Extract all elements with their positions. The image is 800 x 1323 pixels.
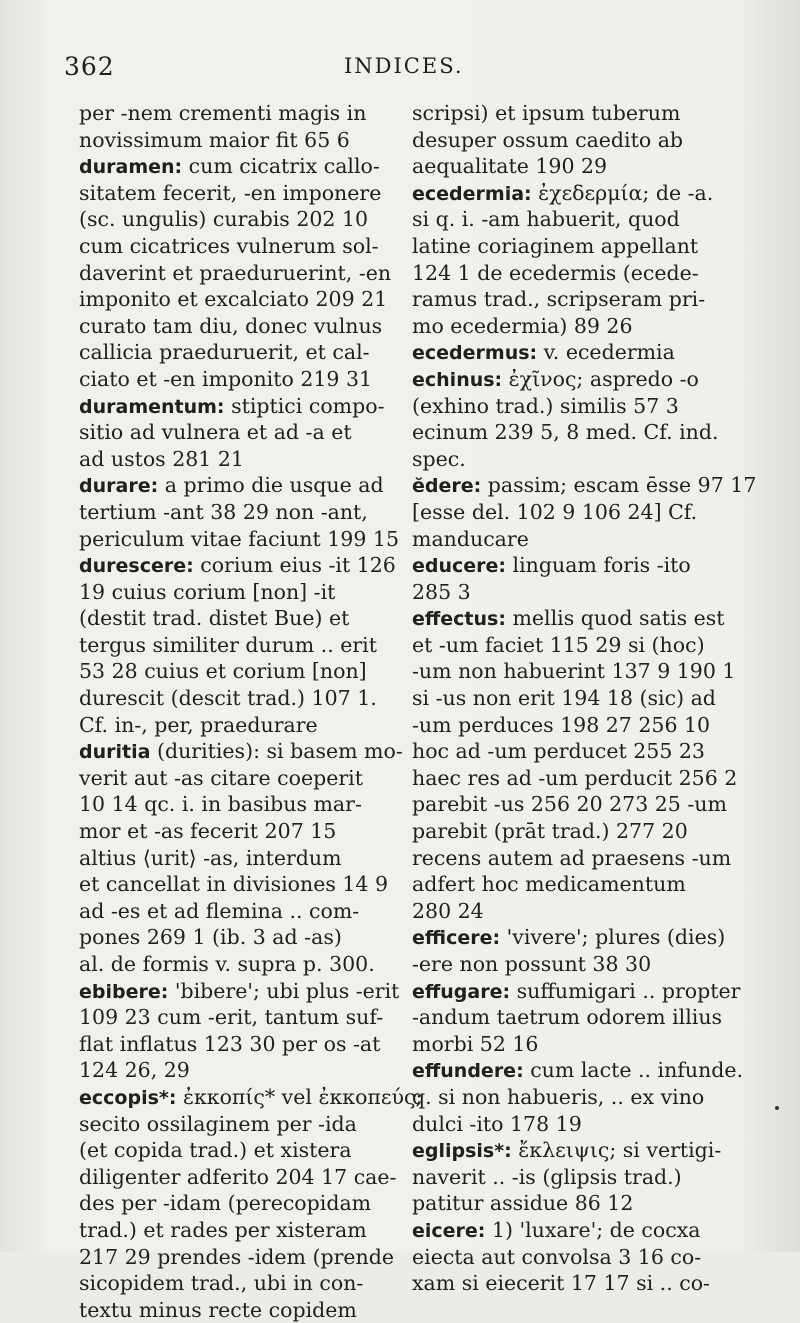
text-line: ad -es et ad flemina .. com-	[79, 898, 360, 923]
text-line: (destit trad. distet Bue) et	[79, 606, 350, 631]
text-line: [esse del. 102 9 106 24] Cf.	[412, 499, 698, 524]
text-line: 280 24	[412, 898, 484, 923]
headword: ĕdere:	[412, 475, 482, 498]
text-line: tergus similiter durum .. erit	[79, 632, 377, 657]
text-line: xam si eiecerit 17 17 si .. co-	[412, 1271, 710, 1296]
text-line: flat inflatus 123 30 per os -at	[79, 1031, 381, 1056]
text-line: ramus trad., scripseram pri-	[412, 287, 706, 312]
text-line: eicere: 1) 'luxare'; de cocxa	[412, 1217, 701, 1242]
text-line: Cf. in-, per, praedurare	[79, 712, 318, 737]
text-line: scripsi) et ipsum tuberum	[412, 101, 681, 125]
text-line: eccopis*: ἐκκοπίς* vel ἐκκοπεύς;	[79, 1084, 423, 1109]
headword: durescere:	[79, 555, 194, 578]
text-line: effectus: mellis quod satis est	[412, 606, 725, 631]
text-line: duramen: cum cicatrix callo-	[79, 154, 380, 179]
text-line: (et copida trad.) et xistera	[79, 1138, 352, 1163]
text-line: naverit .. -is (glipsis trad.)	[412, 1164, 682, 1189]
text-line: -ere non possunt 38 30	[412, 952, 652, 976]
text-line: 124 1 de ecedermis (ecede-	[412, 260, 699, 285]
headword: effundere:	[412, 1060, 524, 1083]
text-line: secito ossilaginem per -ida	[79, 1111, 357, 1136]
text-line: cum cicatrices vulnerum sol-	[79, 233, 379, 258]
text-line: parebit (prāt trad.) 277 20	[412, 819, 688, 844]
running-head: INDICES.	[344, 54, 464, 78]
text-line: (sc. ungulis) curabis 202 10	[79, 207, 369, 232]
headword: durare:	[79, 475, 159, 498]
text-line: spec.	[412, 446, 466, 471]
headword: effugare:	[412, 980, 511, 1003]
page-header	[64, 52, 728, 88]
text-line: et -um faciet 115 29 si (hoc)	[412, 632, 705, 657]
headword: echinus:	[412, 368, 503, 391]
text-line: sitatem fecerit, -en imponere	[79, 180, 382, 205]
text-line: ecedermus: v. ecedermia	[412, 340, 675, 365]
text-line: durare: a primo die usque ad	[79, 473, 384, 498]
text-line: callicia praeduruerit, et cal-	[79, 340, 370, 365]
margin-mark	[775, 1106, 779, 1110]
headword: duritia	[79, 741, 151, 764]
text-line: durescit (descit trad.) 107 1.	[79, 686, 377, 711]
text-line: 19 cuius corium [non] -it	[79, 579, 336, 604]
text-line: verit aut -as citare coeperit	[79, 765, 363, 790]
headword: educere:	[412, 555, 507, 578]
headword: eicere:	[412, 1219, 486, 1242]
text-line: diligenter adferito 204 17 cae-	[79, 1164, 397, 1189]
text-line: 217 29 prendes -idem (prende	[79, 1244, 394, 1269]
text-line: 285 3	[412, 579, 471, 604]
page-number: 362	[64, 52, 115, 81]
text-line: ecinum 239 5, 8 med. Cf. ind.	[412, 420, 719, 445]
text-line: haec res ad -um perducit 256 2	[412, 765, 738, 790]
text-line: mor et -as fecerit 207 15	[79, 819, 337, 844]
text-line: durescere: corium eius -it 126	[79, 553, 396, 578]
text-line: sitio ad vulnera et ad -a et	[79, 420, 352, 445]
headword: effectus:	[412, 608, 506, 631]
text-line: ecedermia: ἐχεδερμία; de -a.	[412, 180, 714, 205]
text-line: eiecta aut convolsa 3 16 co-	[412, 1244, 702, 1269]
text-line: tertium -ant 38 29 non -ant,	[79, 499, 368, 524]
text-line: ad ustos 281 21	[79, 446, 244, 471]
headword: duramentum:	[79, 395, 225, 418]
text-line: morbi 52 16	[412, 1031, 539, 1056]
text-line: adfert hoc medicamentum	[412, 872, 686, 897]
text-line: ebibere: 'bibere'; ubi plus -erit	[79, 978, 400, 1003]
text-line: 53 28 cuius et corium [non]	[79, 659, 367, 684]
text-line: manducare	[412, 526, 529, 551]
text-line: q. si non habueris, .. ex vino	[412, 1084, 705, 1109]
text-line: dulci -ito 178 19	[412, 1111, 582, 1136]
text-line: trad.) et rades per xisteram	[79, 1217, 367, 1242]
text-line: effundere: cum lacte .. infunde.	[412, 1058, 744, 1083]
headword: ebibere:	[79, 980, 169, 1003]
text-line: (exhino trad.) similis 57 3	[412, 393, 679, 418]
text-line: altius ⟨urit⟩ -as, interdum	[79, 845, 342, 870]
headword: ecedermia:	[412, 182, 532, 205]
text-line: sicopidem trad., ubi in con-	[79, 1271, 364, 1296]
text-line: si -us non erit 194 18 (sic) ad	[412, 686, 716, 711]
text-line: aequalitate 190 29	[412, 154, 608, 179]
text-line: -andum taetrum odorem illius	[412, 1005, 723, 1030]
text-line: si q. i. -am habuerit, quod	[412, 207, 680, 232]
text-line: ciato et -en imponito 219 31	[79, 366, 373, 391]
right-column	[412, 100, 757, 1297]
text-line: al. de formis v. supra p. 300.	[79, 952, 375, 976]
text-line: et cancellat in divisiones 14 9	[79, 872, 389, 897]
headword: ecedermus:	[412, 342, 538, 365]
text-line: 109 23 cum -erit, tantum suf-	[79, 1005, 384, 1030]
headword: duramen:	[79, 156, 183, 179]
text-line: textu minus recte copidem	[79, 1297, 357, 1322]
text-line: parebit -us 256 20 273 25 -um	[412, 792, 727, 817]
text-line: novissimum maior fit 65 6	[79, 127, 350, 152]
text-line: effugare: suffumigari .. propter	[412, 978, 741, 1003]
text-line: daverint et praeduruerint, -en	[79, 260, 392, 285]
text-line: per -nem crementi magis in	[79, 101, 367, 125]
text-line: eglipsis*: ἔκλειψις; si vertigi-	[412, 1138, 722, 1163]
text-line: mo ecedermia) 89 26	[412, 313, 633, 338]
text-line: efficere: 'vivere'; plures (dies)	[412, 925, 726, 950]
text-line: educere: linguam foris -ito	[412, 553, 691, 578]
text-line: echinus: ἐχῖνος; aspredo -o	[412, 366, 699, 391]
text-line: imponito et excalciato 209 21	[79, 287, 388, 312]
text-line: hoc ad -um perducet 255 23	[412, 739, 705, 764]
text-line: ĕdere: passim; escam ēsse 97 17	[412, 473, 757, 498]
headword: eglipsis*:	[412, 1140, 512, 1163]
headword: eccopis*:	[79, 1086, 177, 1109]
text-line: curato tam diu, donec vulnus	[79, 313, 383, 338]
text-line: desuper ossum caedito ab	[412, 127, 684, 152]
text-line: periculum vitae faciunt 199 15	[79, 526, 399, 551]
text-line: 10 14 qc. i. in basibus mar-	[79, 792, 362, 817]
text-line: 124 26, 29	[79, 1058, 190, 1083]
text-line: des per -idam (perecopidam	[79, 1191, 372, 1216]
text-line: duramentum: stiptici compo-	[79, 393, 385, 418]
headword: efficere:	[412, 927, 501, 950]
text-line: recens autem ad praesens -um	[412, 845, 732, 870]
text-line: pones 269 1 (ib. 3 ad -as)	[79, 925, 342, 950]
left-column	[79, 100, 423, 1323]
text-line: patitur assidue 86 12	[412, 1191, 634, 1216]
text-line: -um perduces 198 27 256 10	[412, 712, 711, 737]
text-line: duritia (durities): si basem mo-	[79, 739, 403, 764]
text-line: latine coriaginem appellant	[412, 233, 699, 258]
text-line: -um non habuerint 137 9 190 1	[412, 659, 736, 684]
